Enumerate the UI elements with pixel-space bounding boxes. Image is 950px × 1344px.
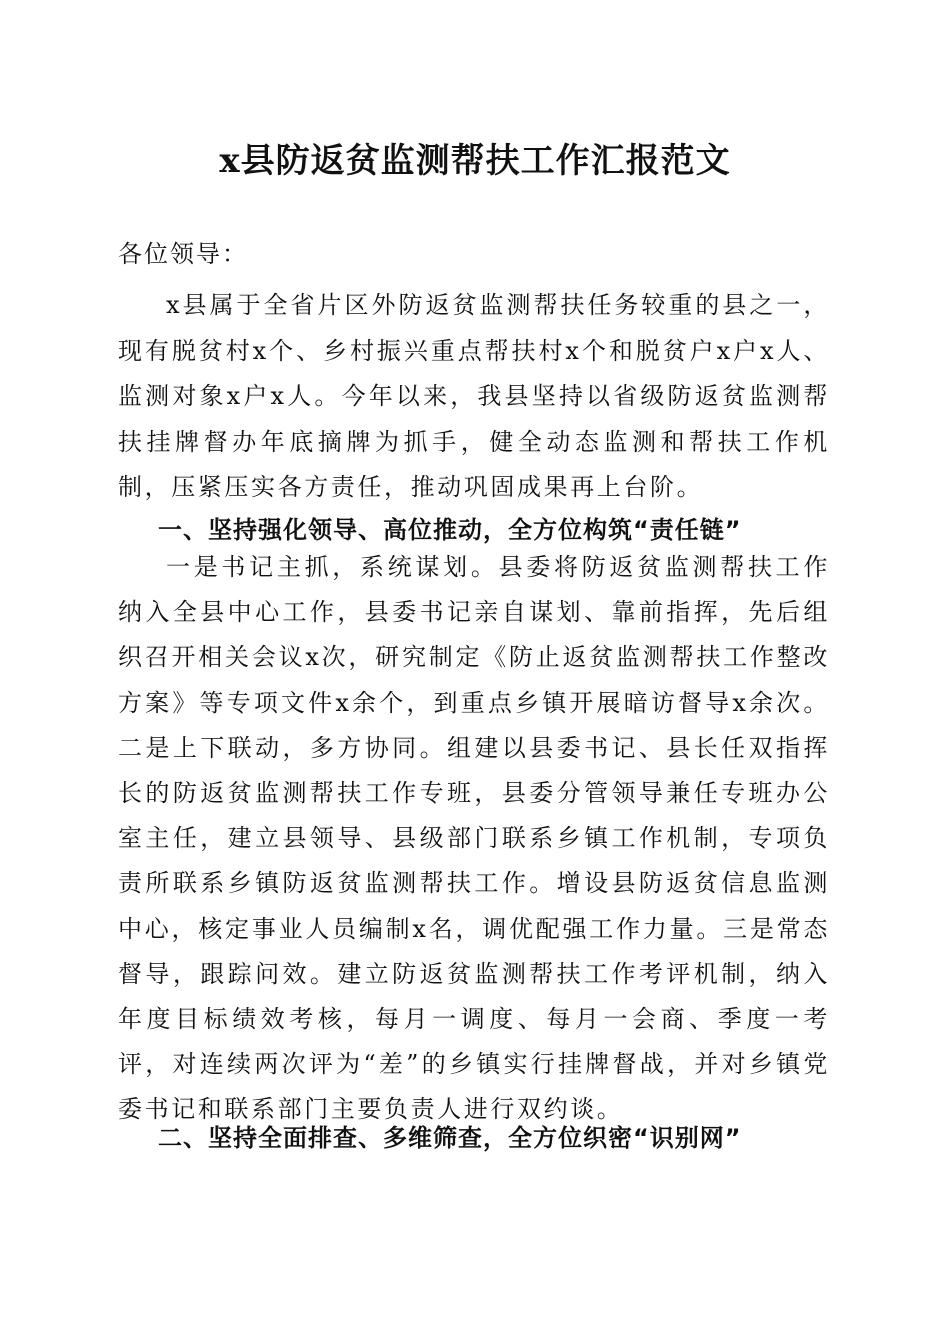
section-heading-2: 二、坚持全面排查、多维筛查，全方位织密“识别网”: [158, 1124, 742, 1152]
section-heading-1: 一、坚持强化领导、高位推动，全方位构筑“责任链”: [158, 516, 742, 544]
salutation: 各位领导：: [118, 240, 248, 268]
section-1-paragraph: 一是书记主抓，系统谋划。县委将防返贫监测帮扶工作纳入全县中心工作，县委书记亲自谋划、靠前指挥，先后组织召开相关会议x次，研究制定《防止返贫监测帮扶工作整改方案》等专项文件x余个，到重点乡镇开展暗访督导x余次。二是上下联动，多方协同。组建以县委书记、县长任双指挥长的防返贫监测帮扶工作专班，县委分管领导兼任专班办公室主任，建立县领导、县级部门联系乡镇工作机制，专项负责所联系乡镇防返贫监测帮扶工作。增设县防返贫信息监测中心，核定事业人员编制x名，调优配强工作力量。三是常态督导，跟踪问效。建立防返贫监测帮扶工作考评机制，纳入年度目标绩效考核，每月一调度、每月一会商、季度一考评，对连续两次评为“差”的乡镇实行挂牌督战，并对乡镇党委书记和联系部门主要负责人进行双约谈。: [118, 553, 830, 1124]
document-title: x县防返贫监测帮扶工作汇报范文: [219, 141, 731, 181]
intro-paragraph: x县属于全省片区外防返贫监测帮扶任务较重的县之一，现有脱贫村x个、乡村振兴重点帮扶村x个和脱贫户x户x人、监测对象x户x人。今年以来，我县坚持以省级防返贫监测帮扶挂牌督办年底摘牌为抓手，健全动态监测和帮扶工作机制，压紧压实各方责任，推动巩固成果再上台阶。: [118, 291, 830, 501]
